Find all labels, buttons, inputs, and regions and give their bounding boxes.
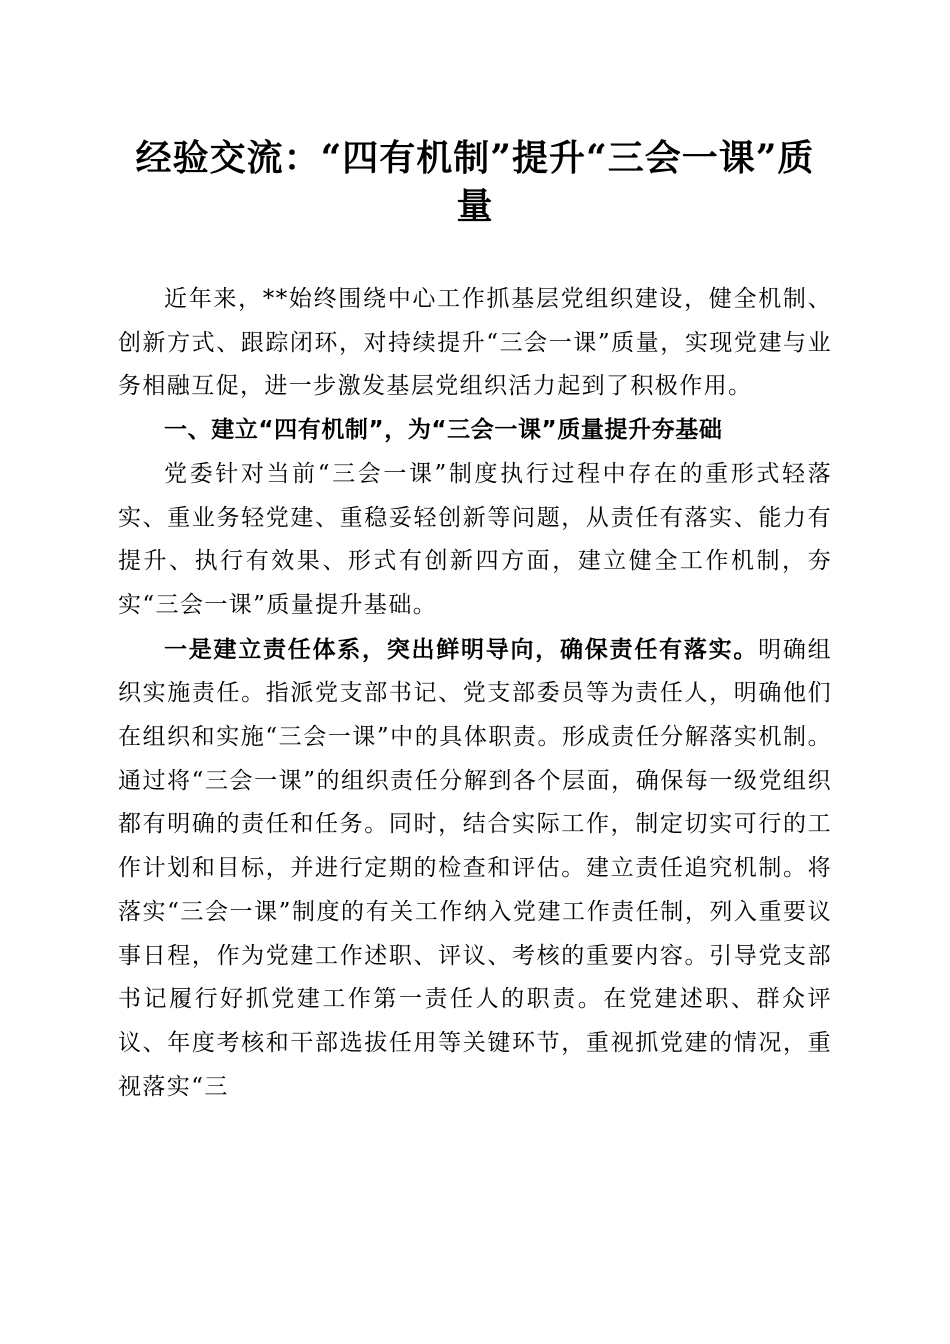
section-heading: 一、建立“四有机制”，为“三会一课”质量提升夯基础 [164, 417, 723, 444]
point-body: 明确组织实施责任。指派党支部书记、党支部委员等为责任人，明确他们在组织和实施“三会一课”中的具体职责。形成责任分解落实机制。通过将“三会一课”的组织责任分解到各个层面，确保每一级党组织都有明确的责任和任务。同时，结合实际工作，制定切实可行的工作计划和目标，并进行定期的检查和评估。建立责任追究机制。将落实“三会一课”制度的有关工作纳入党建工作责任制，列入重要议事日程，作为党建工作述职、评议、考核的重要内容。引导党支部书记履行好抓党建工作第一责任人的职责。在党建述职、群众评议、年度考核和干部选拔任用等关键环节，重视抓党建的情况，重视落实“三 [118, 636, 833, 1100]
intro-paragraph: 近年来，**始终围绕中心工作抓基层党组织建设，健全机制、创新方式、跟踪闭环，对持续提升“三会一课”质量，实现党建与业务相融互促，进一步激发基层党组织活力起到了积极作用。 [118, 286, 832, 400]
point-lead: 一是建立责任体系，突出鲜明导向，确保责任有落实。 [164, 635, 759, 663]
document-title: 经验交流：“四有机制”提升“三会一课”质量 [135, 137, 815, 227]
section-paragraph: 党委针对当前“三会一课”制度执行过程中存在的重形式轻落实、重业务轻党建、重稳妥轻创新等问题，从责任有落实、能力有提升、执行有效果、形式有创新四方面，建立健全工作机制，夯实“三会一课”质量提升基础。 [118, 460, 832, 618]
document-body [118, 278, 832, 1109]
point-paragraph [118, 628, 832, 1110]
